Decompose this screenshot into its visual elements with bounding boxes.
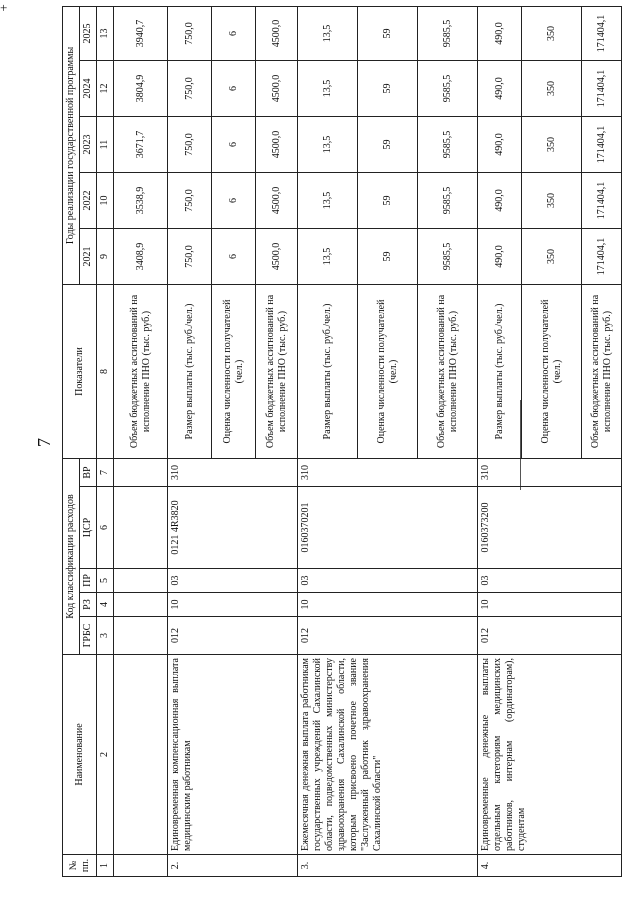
value-cell: 350 [522,173,582,229]
value-cell: 4500,0 [256,229,298,285]
table-row [478,6,522,876]
value-cell: 350 [522,229,582,285]
value-cell: 171404,1 [582,229,622,285]
value-cell: 750,0 [168,61,212,117]
empty-cell [114,459,168,487]
value-cell: 490,0 [478,61,522,117]
indicator-cell: Объем бюджетных ассигнований на исполнение ПНО (тыс. руб.) [256,285,298,459]
value-cell: 750,0 [168,117,212,173]
rz-cell: 10 [298,593,478,617]
value-cell: 13,5 [298,117,358,173]
header-csr: ЦСР [80,487,97,569]
empty-cell [114,655,168,855]
page-number: 7 [34,438,54,447]
value-cell: 490,0 [478,173,522,229]
value-cell: 750,0 [168,6,212,60]
value-cell: 6 [212,61,256,117]
indicator-cell: Размер выплаты (тыс. руб./чел.) [478,285,522,459]
column-number: 1 [97,855,114,877]
column-number: 11 [97,117,114,173]
column-number: 8 [97,285,114,459]
column-number: 4 [97,593,114,617]
row-number: 3. [298,855,478,877]
grbs-cell: 012 [478,617,622,655]
value-cell: 4500,0 [256,6,298,60]
value-cell: 13,5 [298,6,358,60]
value-cell: 750,0 [168,229,212,285]
header-year: 2022 [80,173,97,229]
header-grbs: ГРБС [80,617,97,655]
row-name: Единовременная компенсационная выплата медицинским работникам [168,655,298,855]
header-name: Наименование [63,655,97,855]
column-number: 13 [97,6,114,60]
row-name: Единовременные денежные выплаты отдельным категориям медицинских работников, интернам (ординаторам), студентам [478,655,622,855]
header-year: 2023 [80,117,97,173]
value-cell: 171404,1 [582,6,622,60]
value-cell: 3671,7 [114,117,168,173]
budget-table [62,6,622,877]
indicator-cell: Оценка численности получателей (чел.) [212,285,256,459]
header-num: № пп. [63,855,97,877]
table-row [298,6,358,876]
column-number: 3 [97,617,114,655]
value-cell: 6 [212,229,256,285]
value-cell: 9585,5 [418,61,478,117]
row-number: 4. [478,855,622,877]
value-cell: 171404,1 [582,173,622,229]
indicator-cell: Размер выплаты (тыс. руб./чел.) [298,285,358,459]
empty-cell [114,569,168,593]
pr-cell: 03 [478,569,622,593]
indicator-cell: Объем бюджетных ассигнований на исполнение ПНО (тыс. руб.) [418,285,478,459]
column-number: 7 [97,459,114,487]
value-cell: 3538,9 [114,173,168,229]
csr-cell: 0121 4R3820 [168,487,298,569]
value-cell: 13,5 [298,61,358,117]
column-number: 5 [97,569,114,593]
header-year: 2025 [80,6,97,60]
value-cell: 59 [358,61,418,117]
vr-cell: 310 [298,459,478,487]
column-number: 6 [97,487,114,569]
corner-mark: + [0,0,8,15]
indicator-cell: Оценка численности получателей (чел.) [522,285,582,459]
value-cell: 59 [358,229,418,285]
value-cell: 6 [212,173,256,229]
row-name: Ежемесячная денежная выплата работникам государственных учреждений Сахалинской области, подведомственных министерству здравоохранения Сахалинской области, которым присвоено почетное звание "Заслуженный работник здравоохранения Сахалинской области" [298,655,478,855]
value-cell: 3408,9 [114,229,168,285]
empty-cell [114,855,168,877]
header-rz: РЗ [80,593,97,617]
column-number: 10 [97,173,114,229]
header-years-group: Годы реализации государственной программы [63,6,80,284]
value-cell: 59 [358,117,418,173]
value-cell: 171404,1 [582,117,622,173]
empty-cell [114,593,168,617]
row-number: 2. [168,855,298,877]
table-row [168,6,212,876]
header-pr: ПР [80,569,97,593]
indicator-cell: Объем бюджетных ассигнований на исполнение ПНО (тыс. руб.) [114,285,168,459]
table-row [114,6,168,876]
value-cell: 3804,9 [114,61,168,117]
csr-cell: 0160373200 [478,487,622,569]
rz-cell: 10 [478,593,622,617]
vr-cell: 310 [168,459,298,487]
grbs-cell: 012 [168,617,298,655]
vr-cell: 310 [478,459,622,487]
value-cell: 4500,0 [256,117,298,173]
column-number-row [97,6,114,876]
header-indicators: Показатели [63,285,97,459]
value-cell: 350 [522,61,582,117]
column-number: 2 [97,655,114,855]
csr-cell: 0160370201 [298,487,478,569]
value-cell: 490,0 [478,117,522,173]
value-cell: 350 [522,117,582,173]
rz-cell: 10 [168,593,298,617]
value-cell: 6 [212,117,256,173]
indicator-cell: Размер выплаты (тыс. руб./чел.) [168,285,212,459]
value-cell: 13,5 [298,229,358,285]
value-cell: 3940,7 [114,6,168,60]
value-cell: 6 [212,6,256,60]
rotated-table-wrapper [62,7,618,877]
pr-cell: 03 [298,569,478,593]
value-cell: 9585,5 [418,229,478,285]
header-vr: ВР [80,459,97,487]
value-cell: 750,0 [168,173,212,229]
indicator-cell: Оценка численности получателей (чел.) [358,285,418,459]
value-cell: 9585,5 [418,117,478,173]
value-cell: 59 [358,6,418,60]
header-code-group: Код классификации расходов [63,459,80,655]
column-number: 9 [97,229,114,285]
value-cell: 59 [358,173,418,229]
value-cell: 490,0 [478,6,522,60]
grbs-cell: 012 [298,617,478,655]
value-cell: 4500,0 [256,61,298,117]
header-year: 2024 [80,61,97,117]
value-cell: 490,0 [478,229,522,285]
table-body [114,6,622,876]
value-cell: 4500,0 [256,173,298,229]
value-cell: 171404,1 [582,61,622,117]
pr-cell: 03 [168,569,298,593]
value-cell: 350 [522,6,582,60]
value-cell: 13,5 [298,173,358,229]
header-year: 2021 [80,229,97,285]
value-cell: 9585,5 [418,173,478,229]
column-number: 12 [97,61,114,117]
indicator-cell: Объем бюджетных ассигнований на исполнение ПНО (тыс. руб.) [582,285,622,459]
value-cell: 9585,5 [418,6,478,60]
empty-cell [114,487,168,569]
empty-cell [114,617,168,655]
